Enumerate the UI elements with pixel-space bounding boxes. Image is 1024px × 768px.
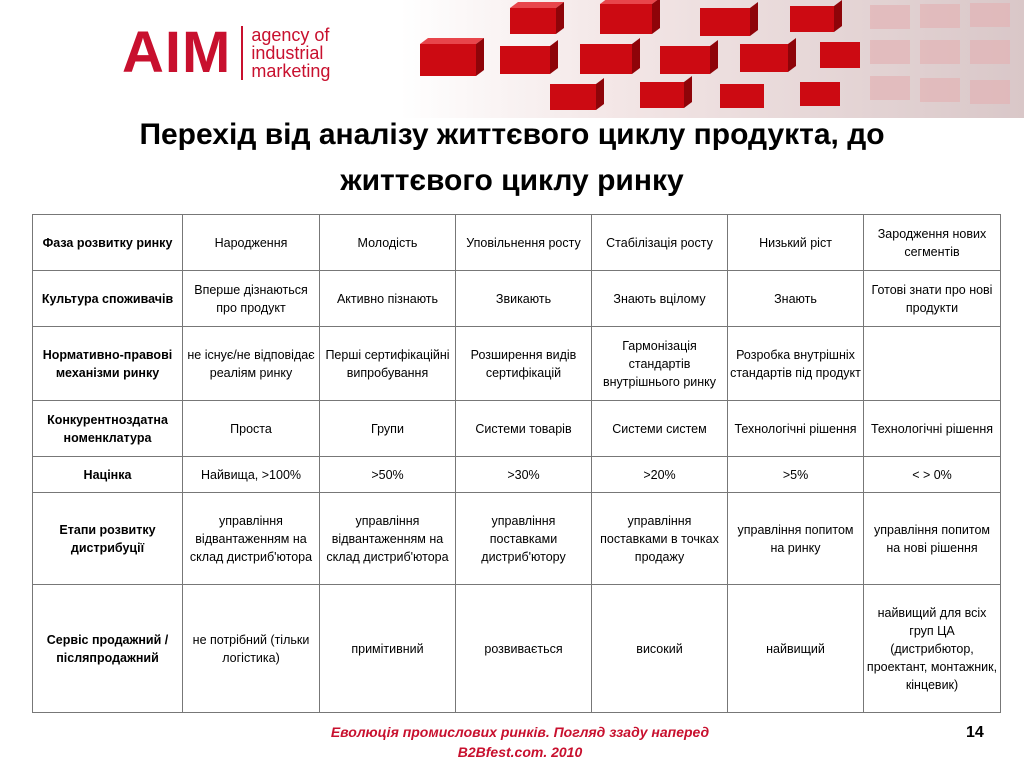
page-number: 14	[966, 724, 984, 741]
table-cell: Розширення видів сертифікацій	[456, 327, 592, 401]
table-cell: >20%	[592, 457, 728, 493]
row-header: Конкурентноздатна номенклатура	[33, 401, 183, 457]
table-row	[33, 457, 1001, 493]
table-cell: Системи систем	[592, 401, 728, 457]
table-cell: Готові знати про нові продукти	[864, 271, 1001, 327]
row-header: Фаза розвитку ринку	[33, 215, 183, 271]
table-cell: Гармонізація стандартів внутрішнього ринку	[592, 327, 728, 401]
market-lifecycle-table	[32, 214, 1001, 713]
logo-tagline-line2: industrial	[251, 43, 324, 63]
table-cell: управління попитом на ринку	[728, 493, 864, 585]
decorative-boxes-image	[400, 0, 1024, 118]
table-cell: не існує/не відповідає реаліям ринку	[183, 327, 320, 401]
logo-tagline-line1: agency of	[251, 25, 330, 45]
logo-tagline	[251, 26, 330, 80]
row-header: Нормативно-правові механізми ринку	[33, 327, 183, 401]
aim-logo	[122, 22, 330, 84]
table-cell: високий	[592, 585, 728, 713]
table-cell: Народження	[183, 215, 320, 271]
row-header: Культура споживачів	[33, 271, 183, 327]
logo-separator	[241, 26, 243, 80]
table-cell: Вперше дізнаються про продукт	[183, 271, 320, 327]
table-cell: управління поставками дистриб'ютору	[456, 493, 592, 585]
table-cell: не потрібний (тільки логістика)	[183, 585, 320, 713]
table-row	[33, 327, 1001, 401]
table-cell: < > 0%	[864, 457, 1001, 493]
table-cell: Групи	[320, 401, 456, 457]
footer-caption	[250, 722, 790, 762]
table-cell: Зародження нових сегментів	[864, 215, 1001, 271]
table-cell: управління поставками в точках продажу	[592, 493, 728, 585]
footer-line2: B2Bfest.com. 2010	[457, 744, 583, 760]
table-row	[33, 401, 1001, 457]
table-cell: найвищий для всіх груп ЦА (дистрибютор, проектант, монтажник, кінцевик)	[864, 585, 1001, 713]
row-header: Сервіс продажний / післяпродажний	[33, 585, 183, 713]
logo-tagline-line3: marketing	[251, 61, 331, 81]
table-cell: Технологічні рішення	[864, 401, 1001, 457]
row-header: Націнка	[33, 457, 183, 493]
table-cell: Уповільнення росту	[456, 215, 592, 271]
table-cell: Розробка внутрішніх стандартів під продукт	[728, 327, 864, 401]
table-row	[33, 271, 1001, 327]
table-cell: Молодість	[320, 215, 456, 271]
table-cell: Стабілізація росту	[592, 215, 728, 271]
row-header: Етапи розвитку дистрибуції	[33, 493, 183, 585]
table-cell: >5%	[728, 457, 864, 493]
table-cell: розвивається	[456, 585, 592, 713]
table-row	[33, 585, 1001, 713]
table-cell: Звикають	[456, 271, 592, 327]
logo-mark: AIM	[122, 20, 232, 85]
table-cell: >30%	[456, 457, 592, 493]
table-cell: Знають	[728, 271, 864, 327]
table-cell: управління відвантаженням на склад дистриб'ютора	[183, 493, 320, 585]
table-cell: Знають вцілому	[592, 271, 728, 327]
table-cell: >50%	[320, 457, 456, 493]
table-cell: Системи товарів	[456, 401, 592, 457]
table-cell: найвищий	[728, 585, 864, 713]
footer-line1: Еволюція промислових ринків. Погляд ззаду наперед	[330, 724, 710, 740]
page-title	[0, 112, 1024, 204]
table-row	[33, 215, 1001, 271]
table-cell: Перші сертифікаційні випробування	[320, 327, 456, 401]
table-row	[33, 493, 1001, 585]
title-line2: життєвого циклу ринку	[340, 164, 684, 197]
table-cell: управління попитом на нові рішення	[864, 493, 1001, 585]
table-cell: управління відвантаженням на склад дистриб'ютора	[320, 493, 456, 585]
table-cell: Проста	[183, 401, 320, 457]
table-cell: Низький ріст	[728, 215, 864, 271]
red-boxes-graphic	[400, 0, 1024, 118]
table-cell: примітивний	[320, 585, 456, 713]
title-line1: Перехід від аналізу життєвого циклу продукта, до	[139, 118, 885, 151]
table-cell	[864, 327, 1001, 401]
table-cell: Найвища, >100%	[183, 457, 320, 493]
table-cell: Активно пізнають	[320, 271, 456, 327]
table-cell: Технологічні рішення	[728, 401, 864, 457]
